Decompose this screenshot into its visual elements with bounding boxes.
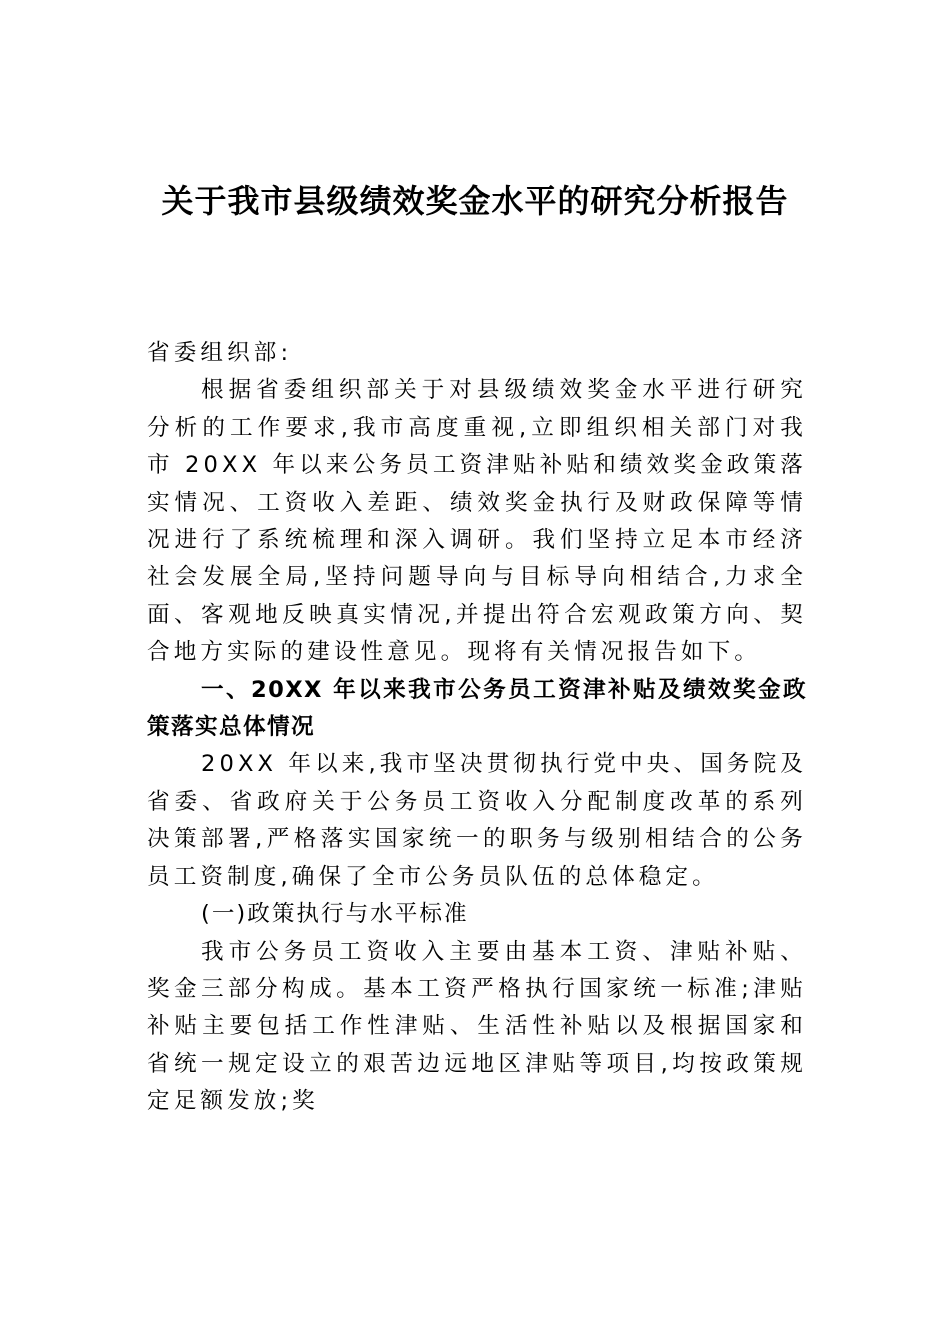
document-body bbox=[147, 335, 807, 1121]
subsection-1-paragraph: 我市公务员工资收入主要由基本工资、津贴补贴、奖金三部分构成。基本工资严格执行国家统一标准;津贴补贴主要包括工作性津贴、生活性补贴以及根据国家和省统一规定设立的艰苦边远地区津贴等项目,均按政策规定足额发放;奖 bbox=[147, 938, 807, 1115]
section-heading-1: 一、20XX 年以来我市公务员工资津补贴及绩效奖金政策落实总体情况 bbox=[147, 676, 807, 741]
intro-paragraph: 根据省委组织部关于对县级绩效奖金水平进行研究分析的工作要求,我市高度重视,立即组织相关部门对我市 20XX 年以来公务员工资津贴补贴和绩效奖金政策落实情况、工资收入差距、绩效奖金执行及财政保障等情况进行了系统梳理和深入调研。我们坚持立足本市经济社会发展全局,坚持问题导向与目标导向相结合,力求全面、客观地反映真实情况,并提出符合宏观政策方向、契合地方实际的建设性意见。现将有关情况报告如下。 bbox=[147, 377, 807, 666]
subsection-heading-1: (一)政策执行与水平标准 bbox=[201, 901, 469, 928]
salutation: 省委组织部: bbox=[147, 340, 293, 366]
document-title: 关于我市县级绩效奖金水平的研究分析报告 bbox=[161, 182, 789, 220]
section-1-paragraph: 20XX 年以来,我市坚决贯彻执行党中央、国务院及省委、省政府关于公务员工资收入分配制度改革的系列决策部署,严格落实国家统一的职务与级别相结合的公务员工资制度,确保了全市公务员队伍的总体稳定。 bbox=[147, 751, 807, 890]
